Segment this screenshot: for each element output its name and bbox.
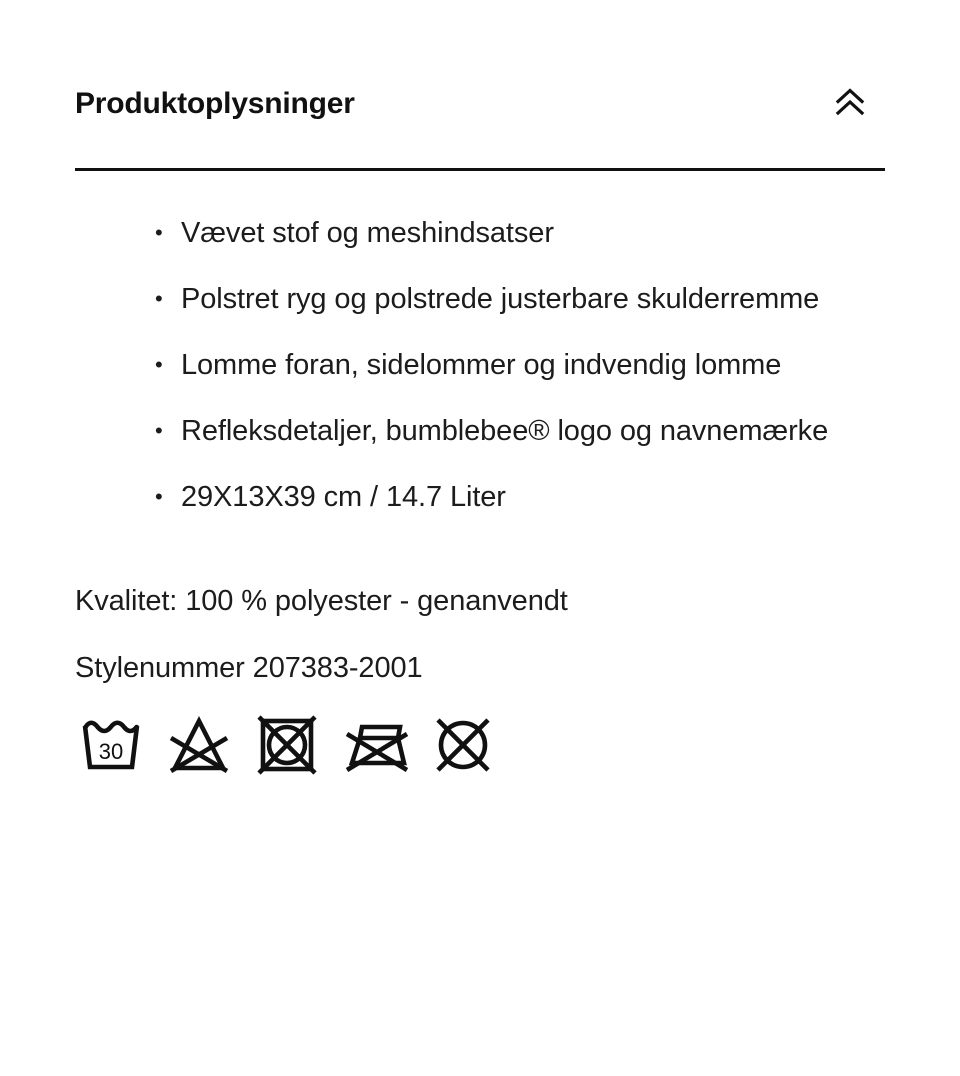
panel-header (75, 72, 885, 134)
panel-body (0, 200, 960, 776)
wash-temperature-label: 30 (98, 739, 124, 764)
list-item-label: Refleksdetaljer, bumblebee® logo og navnemærke (181, 415, 829, 447)
list-item-label: Polstret ryg og polstrede justerbare skulderremme (181, 283, 820, 315)
chevron-double-up-icon (833, 86, 867, 120)
list-item (0, 200, 960, 266)
quality-text: Kvalitet: 100 % polyester - genanvendt (75, 585, 568, 617)
list-item-label: Lomme foran, sidelommer og indvendig lomme (181, 349, 782, 381)
style-number-text: Stylenummer 207383-2001 (75, 652, 423, 684)
collapse-panel-button[interactable] (827, 80, 873, 126)
header-divider (75, 168, 885, 171)
bullet-glyph: • (155, 220, 163, 245)
list-item-label: Vævet stof og meshindsatser (181, 217, 554, 249)
bullet-glyph: • (155, 418, 163, 443)
bullet-glyph: • (155, 484, 163, 509)
do-not-iron-icon (342, 714, 408, 776)
do-not-bleach-icon (166, 714, 232, 776)
list-item (0, 266, 960, 332)
bullet-glyph: • (155, 352, 163, 377)
do-not-dry-clean-icon (430, 714, 496, 776)
wash-30-icon (78, 714, 144, 776)
care-symbol-row (0, 714, 960, 776)
bullet-glyph: • (155, 286, 163, 311)
list-item (0, 398, 960, 464)
list-item (0, 464, 960, 530)
list-item (0, 332, 960, 398)
product-feature-list (0, 200, 960, 530)
page-title: Produktoplysninger (75, 86, 355, 120)
do-not-tumble-dry-icon (254, 714, 320, 776)
list-item-label: 29X13X39 cm / 14.7 Liter (181, 481, 506, 513)
product-meta (0, 568, 960, 702)
